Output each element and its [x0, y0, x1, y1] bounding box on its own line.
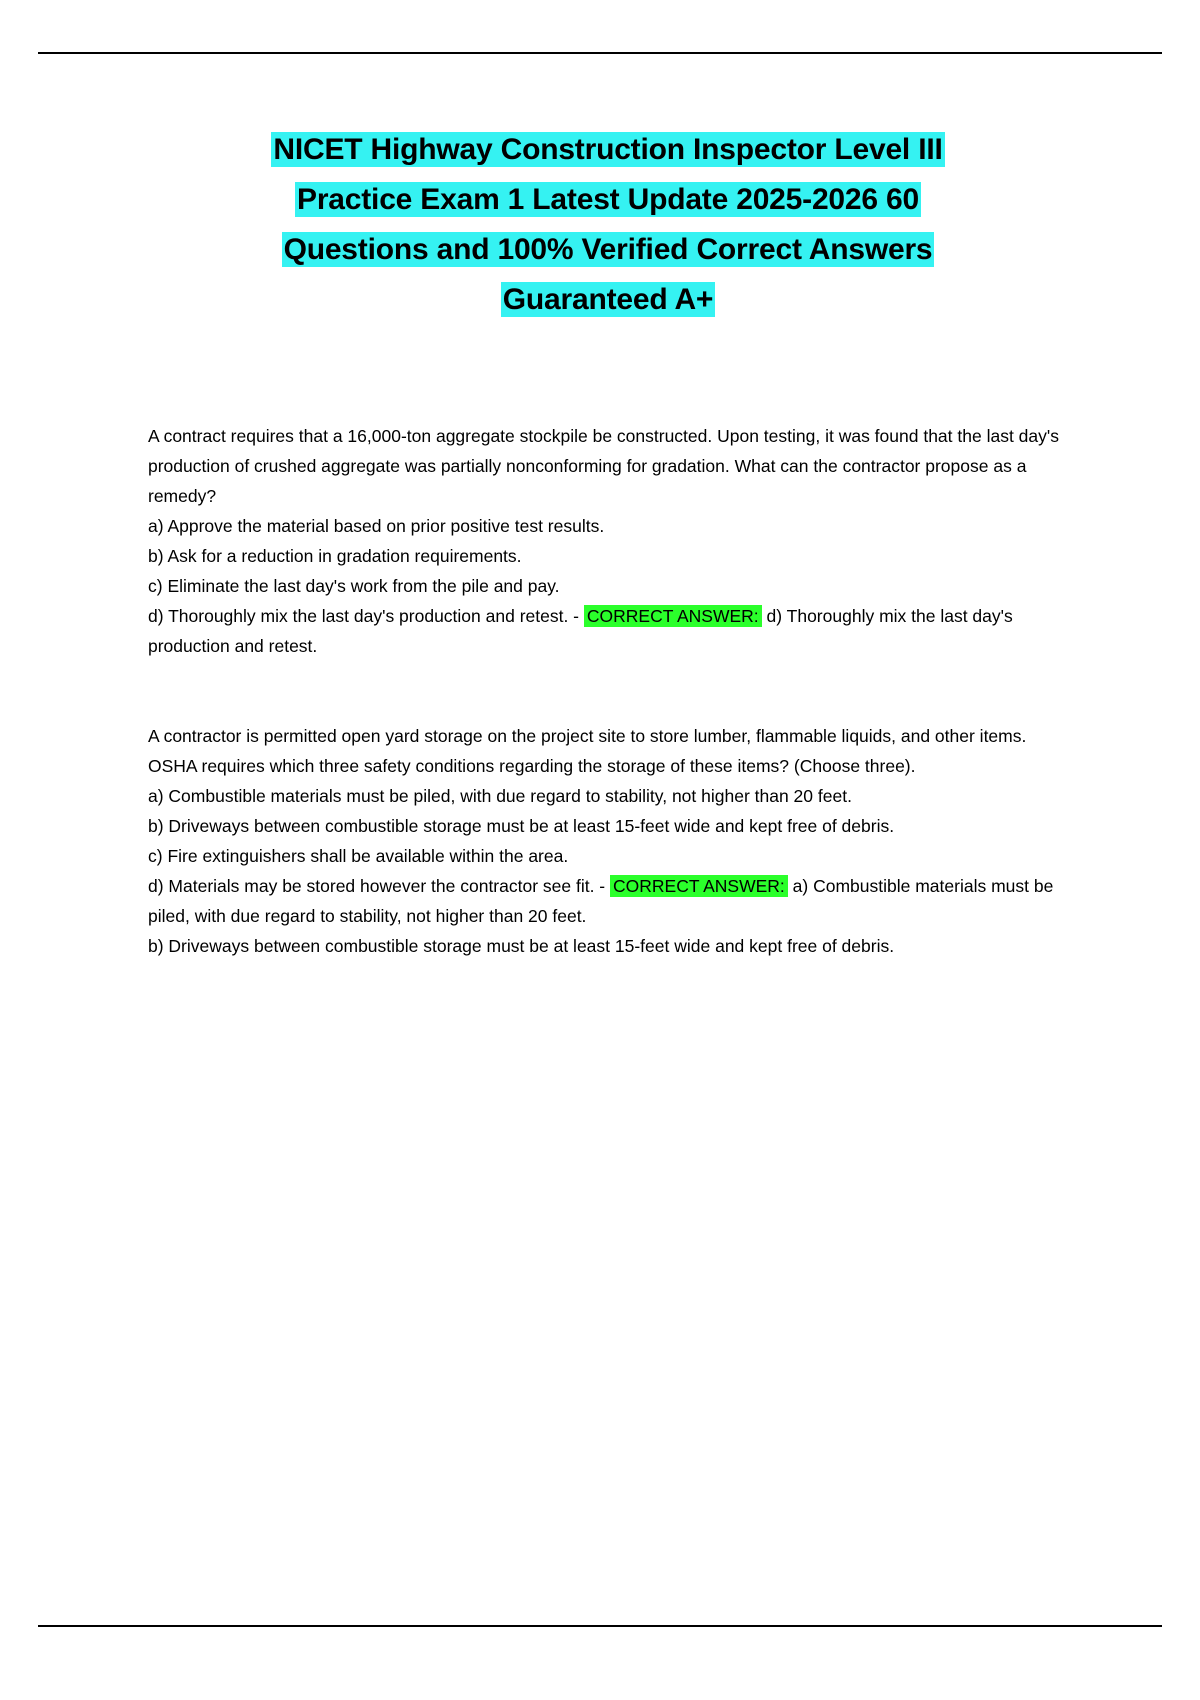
title-line-2: Practice Exam 1 Latest Update 2025-2026 60	[297, 183, 919, 216]
title-line-4: Guaranteed A+	[502, 283, 714, 316]
correct-answer-continuation: b) Driveways between combustible storage must be at least 15-feet wide and kept free of debris.	[148, 936, 895, 956]
question-option: a) Approve the material based on prior positive test results.	[148, 516, 605, 536]
question-option: b) Ask for a reduction in gradation requirements.	[148, 546, 522, 566]
correct-answer-text: a) Combustible materials must be piled, with due regard to stability, not higher than 20 feet.	[148, 876, 1054, 926]
question-option-with-answer	[148, 601, 1068, 661]
correct-answer-badge: CORRECT ANSWER:	[610, 875, 788, 897]
question-stem: A contractor is permitted open yard storage on the project site to store lumber, flammable liquids, and other items. OSHA requires which three safety conditions regarding the storage of these items? (Choose three).	[148, 726, 1027, 776]
document-content	[148, 125, 1068, 961]
question-spacer	[148, 661, 1068, 721]
question-stem: A contract requires that a 16,000-ton aggregate stockpile be constructed. Upon testing, it was found that the last day's production of crushed aggregate was partially nonconforming for gradation. What can the contractor propose as a remedy?	[148, 426, 1059, 506]
question-block	[148, 421, 1068, 661]
correct-answer-badge: CORRECT ANSWER:	[584, 605, 762, 627]
question-option: c) Fire extinguishers shall be available within the area.	[148, 846, 569, 866]
title-line-1: NICET Highway Construction Inspector Level III	[273, 133, 943, 166]
correct-answer-text: d) Thoroughly mix the last day's production and retest.	[148, 606, 1013, 656]
question-option-text: d) Materials may be stored however the contractor see fit. -	[148, 876, 606, 896]
page-top-divider	[38, 52, 1162, 54]
page-title	[148, 125, 1068, 325]
questions-body	[148, 421, 1068, 961]
question-block	[148, 721, 1068, 961]
page-bottom-divider	[38, 1625, 1162, 1627]
question-option: c) Eliminate the last day's work from the pile and pay.	[148, 576, 560, 596]
title-line-3: Questions and 100% Verified Correct Answers	[283, 233, 933, 266]
question-option-text: d) Thoroughly mix the last day's production and retest. -	[148, 606, 580, 626]
question-option: a) Combustible materials must be piled, with due regard to stability, not higher than 20 feet.	[148, 786, 852, 806]
question-option-with-answer	[148, 871, 1068, 931]
question-option: b) Driveways between combustible storage must be at least 15-feet wide and kept free of debris.	[148, 816, 895, 836]
